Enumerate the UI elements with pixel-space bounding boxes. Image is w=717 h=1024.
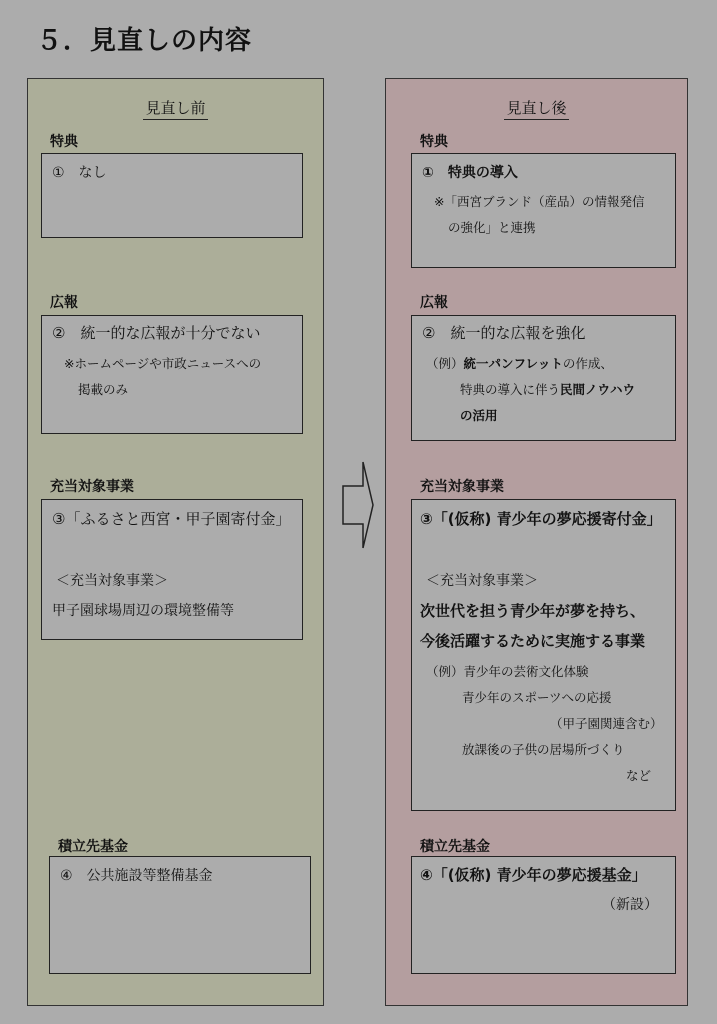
after-pr-box [411,315,676,441]
after-target-bold-line1: 次世代を担う青少年が夢を持ち、 [420,602,646,620]
after-target-example-4: 放課後の子供の居場所づくり [462,742,625,757]
page-title: ５．見直しの内容 [36,26,253,56]
before-benefit-item: ① なし [52,165,107,181]
before-benefit-label: 特典 [50,134,78,150]
before-target-label: 充当対象事業 [50,479,134,495]
after-fund-item: ④「(仮称) 青少年の夢応援基金」 [420,866,647,884]
before-panel [27,78,324,1006]
before-fund-box [49,856,311,974]
before-target-sub-heading: ＜充当対象事業＞ [56,573,168,589]
before-pr-note1: ※ホームページや市政ニュースへの [64,356,262,371]
right-arrow-icon [341,460,375,550]
after-pr-example-line2: 特典の導入に伴う民間ノウハウ [460,382,636,397]
before-pr-note2: 掲載のみ [78,382,129,397]
after-target-sub-heading: ＜充当対象事業＞ [426,573,538,589]
after-target-bold-line2: 今後活躍するために実施する事業 [420,632,646,650]
after-target-example-1: （例）青少年の芸術文化体験 [426,664,589,679]
before-target-box [41,499,303,640]
after-target-label: 充当対象事業 [420,479,504,495]
after-panel [385,78,688,1006]
after-pr-example-line1: （例）統一パンフレットの作成、 [426,356,613,371]
after-target-example-2: 青少年のスポーツへの応援 [462,690,612,705]
before-benefit-box [41,153,303,238]
before-fund-item: ④ 公共施設等整備基金 [60,868,213,884]
after-pr-item: ② 統一的な広報を強化 [422,324,586,342]
before-target-sub-text: 甲子園球場周辺の環境整備等 [52,603,234,619]
before-fund-label: 積立先基金 [58,839,128,855]
after-benefit-item: ① 特典の導入 [422,165,518,181]
after-fund-box [411,856,676,974]
before-pr-item: ② 統一的な広報が十分でない [52,324,261,342]
after-pr-example-line3: の活用 [460,408,498,423]
after-pr-label: 広報 [420,295,448,311]
before-panel-header: 見直し前 [28,97,323,118]
after-fund-label: 積立先基金 [420,839,490,855]
before-target-item: ③「ふるさと西宮・甲子園寄付金」 [52,510,291,528]
before-pr-box [41,315,303,434]
after-target-item: ③「(仮称) 青少年の夢応援寄付金」 [420,510,662,528]
after-panel-header: 見直し後 [386,97,687,118]
after-target-box [411,499,676,811]
after-fund-note: （新設） [602,897,658,913]
after-target-example-3: （甲子園関連含む） [550,716,663,731]
after-benefit-label: 特典 [420,134,448,150]
after-benefit-box [411,153,676,268]
after-target-example-5: など [626,768,652,783]
after-benefit-note2: の強化」と連携 [448,220,536,235]
before-pr-label: 広報 [50,295,78,311]
after-benefit-note1: ※「西宮ブランド（産品）の情報発信 [434,194,645,209]
